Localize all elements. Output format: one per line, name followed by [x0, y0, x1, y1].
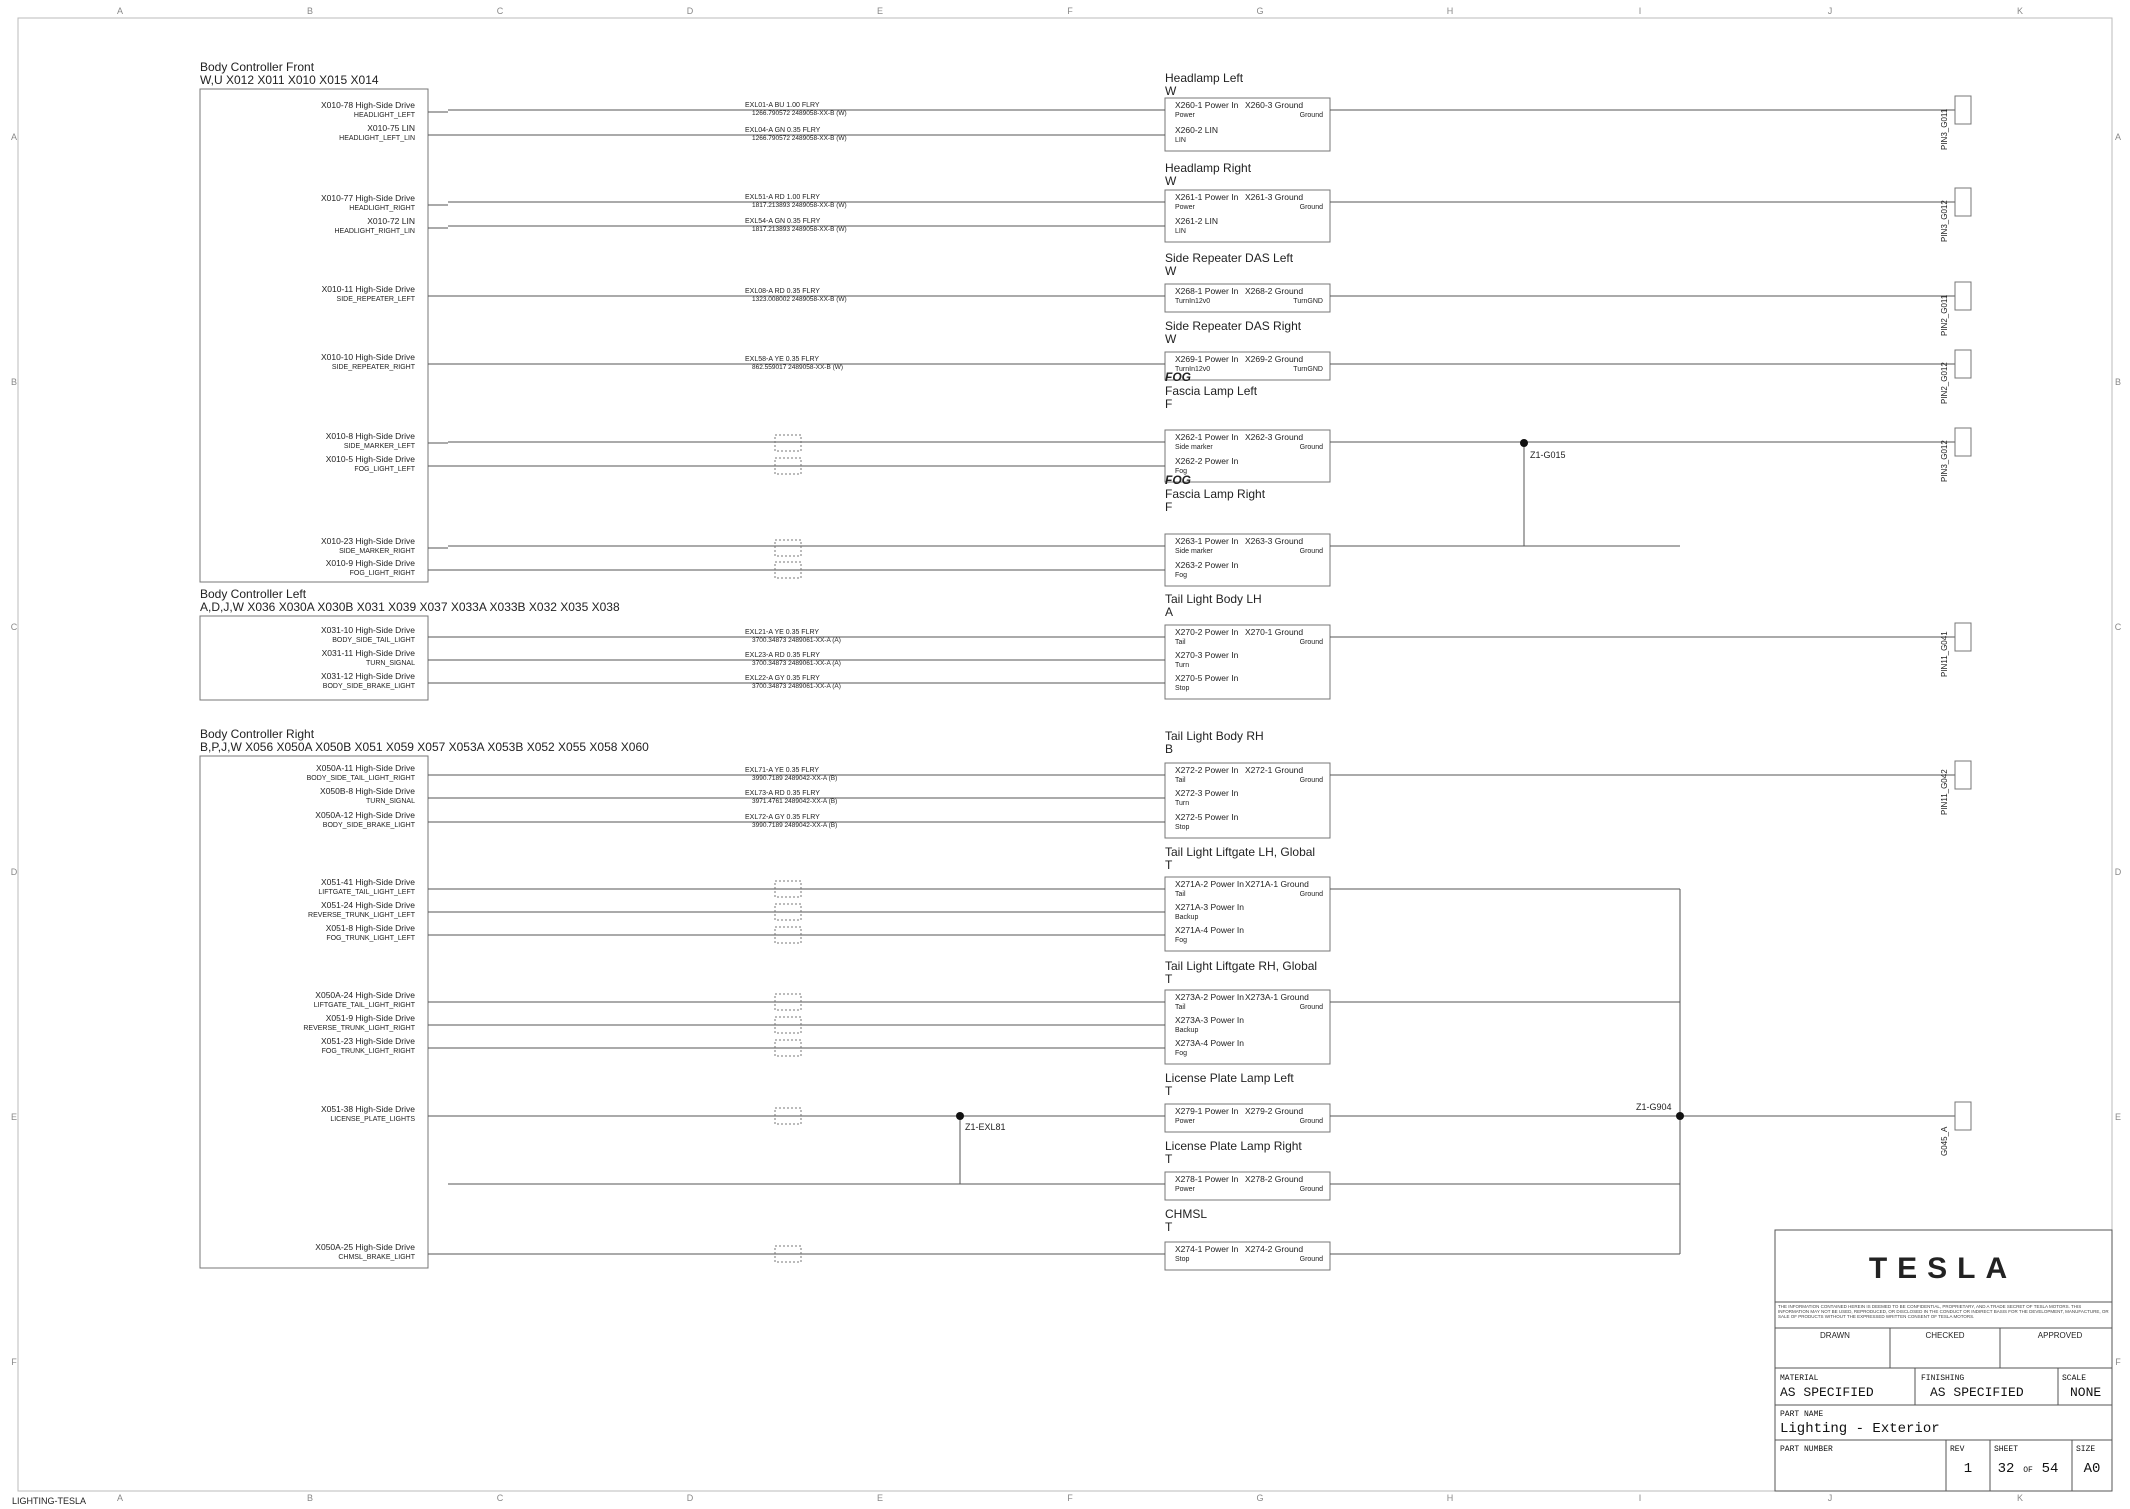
splice-dot	[1676, 1112, 1684, 1120]
ground-function: Ground	[1299, 548, 1323, 555]
ground-reference: PIN3_G012	[1940, 200, 1949, 242]
ground-pin: X271A-1 Ground	[1245, 879, 1309, 889]
ground-reference: PIN3_G012	[1940, 440, 1949, 482]
signal-name: SIDE_REPEATER_LEFT	[336, 296, 415, 303]
load-title: Fascia Lamp Right	[1165, 487, 1266, 501]
pin-label: X031-12 High-Side Drive	[320, 671, 415, 681]
tb-sheet-of: OF	[2023, 1466, 2033, 1475]
controller-connectors: W,U X012 X011 X010 X015 X014	[200, 73, 379, 87]
load-code: W	[1165, 84, 1177, 98]
load-pin-function: Side marker	[1175, 548, 1213, 555]
wire-spec: EXL73-A RD 0.35 FLRY	[745, 790, 820, 797]
signal-name: HEADLIGHT_RIGHT	[349, 205, 415, 212]
signal-name: LIFTGATE_TAIL_LIGHT_LEFT	[318, 889, 415, 896]
grid-col-label-bottom: C	[496, 1493, 504, 1503]
grid-row-label-left: E	[10, 1112, 18, 1122]
ground-pin: X269-2 Ground	[1245, 354, 1304, 364]
load-pin-function: LIN	[1175, 137, 1186, 144]
grid-col-label-bottom: A	[116, 1493, 124, 1503]
grid-row-label-right: A	[2114, 132, 2122, 142]
load-pin: X273A-4 Power In	[1175, 1038, 1244, 1048]
tb-sheet: 32	[1997, 1461, 2015, 1477]
load-pin-function: Power	[1175, 1186, 1195, 1193]
grid-col-label-bottom: J	[1827, 1493, 1833, 1503]
signal-name: HEADLIGHT_LEFT	[353, 112, 415, 119]
wire-length-part: 3990.7189 2489042-XX-A (B)	[752, 822, 838, 829]
ground-pin: X263-3 Ground	[1245, 536, 1304, 546]
load-pin: X261-1 Power In	[1175, 192, 1239, 202]
signal-name: SIDE_MARKER_RIGHT	[339, 548, 415, 555]
load-code: T	[1165, 1152, 1173, 1166]
grid-row-label-right: E	[2114, 1112, 2122, 1122]
load-pin: X279-1 Power In	[1175, 1106, 1239, 1116]
pin-label: X050A-24 High-Side Drive	[315, 990, 415, 1000]
load-pin-function: TurnIn12v0	[1175, 298, 1211, 305]
load-pin: X274-1 Power In	[1175, 1244, 1239, 1254]
pin-label: X051-8 High-Side Drive	[325, 923, 415, 933]
ground-reference: PIN2_G012	[1940, 362, 1949, 404]
pin-label: X010-72 LIN	[367, 216, 415, 226]
watermark: LIGHTING-TESLA	[12, 1496, 87, 1506]
tb-scale: NONE	[2070, 1385, 2102, 1400]
splice-dot	[1520, 439, 1528, 447]
load-title: Tail Light Liftgate LH, Global	[1165, 845, 1316, 859]
load-pin: X262-2 Power In	[1175, 456, 1239, 466]
signal-name: BODY_SIDE_BRAKE_LIGHT	[322, 683, 415, 690]
signal-name: SIDE_REPEATER_RIGHT	[331, 364, 415, 371]
pin-label: X051-9 High-Side Drive	[325, 1013, 415, 1023]
signal-name: REVERSE_TRUNK_LIGHT_LEFT	[308, 912, 415, 919]
load-pin-function: Power	[1175, 112, 1195, 119]
grid-row-label-left: B	[10, 377, 18, 387]
controller-connectors: A,D,J,W X036 X030A X030B X031 X039 X037 X033A X033B X032 X035 X038	[200, 600, 620, 614]
wire-length-part: 3971.4761 2489042-XX-A (B)	[752, 798, 838, 805]
signal-name: LICENSE_PLATE_LIGHTS	[330, 1116, 415, 1123]
load-code: W	[1165, 332, 1177, 346]
ground-function: Ground	[1299, 1004, 1323, 1011]
tb-finishing: AS SPECIFIED	[1930, 1385, 2024, 1400]
grid-col-label-bottom: G	[1256, 1493, 1264, 1503]
ground-function: Ground	[1299, 777, 1323, 784]
grid-col-label-bottom: E	[876, 1493, 884, 1503]
wire-spec: EXL54-A GN 0.35 FLRY	[745, 218, 821, 225]
tb-part-number-label: PART NUMBER	[1780, 1445, 1833, 1454]
grid-col-label-top: F	[1067, 6, 1073, 16]
signal-name: FOG_TRUNK_LIGHT_RIGHT	[321, 1048, 415, 1055]
load-pin-function: Fog	[1175, 468, 1188, 475]
wire-length-part: 3700.34873 2489061-XX-A (A)	[752, 660, 841, 667]
grid-col-label-top: D	[686, 6, 694, 16]
load-pin-function: Power	[1175, 204, 1195, 211]
grid-row-label-left: F	[11, 1357, 17, 1367]
signal-name: BODY_SIDE_TAIL_LIGHT	[332, 637, 415, 644]
load-tag: FOG	[1165, 370, 1191, 384]
pin-label: X050A-11 High-Side Drive	[315, 763, 415, 773]
pin-label: X010-75 LIN	[367, 123, 415, 133]
ground-function: Ground	[1299, 1256, 1323, 1263]
wire-spec: EXL72-A GY 0.35 FLRY	[745, 814, 820, 821]
grid-col-label-bottom: F	[1067, 1493, 1073, 1503]
wire-length-part: 1817.213893 2489058-XX-B (W)	[752, 202, 847, 209]
ground-reference: PIN3_G011	[1940, 108, 1949, 150]
load-tag: FOG	[1165, 473, 1191, 487]
signal-name: HEADLIGHT_LEFT_LIN	[339, 135, 415, 142]
pin-label: X010-78 High-Side Drive	[320, 100, 415, 110]
ground-function: TurnGND	[1293, 366, 1323, 373]
ground-function: Ground	[1299, 444, 1323, 451]
pin-label: X010-77 High-Side Drive	[320, 193, 415, 203]
load-title: Headlamp Left	[1165, 71, 1244, 85]
grid-col-label-top: I	[1638, 6, 1642, 16]
grid-col-label-bottom: I	[1638, 1493, 1642, 1503]
wire-spec: EXL71-A YE 0.35 FLRY	[745, 767, 820, 774]
grid-row-label-left: D	[10, 867, 18, 877]
load-pin-function: Tail	[1175, 1004, 1186, 1011]
load-pin: X260-2 LIN	[1175, 125, 1218, 135]
controller-title: Body Controller Right	[200, 727, 315, 741]
ground-function: Ground	[1299, 639, 1323, 646]
tb-material-label: MATERIAL	[1780, 1374, 1819, 1383]
grid-col-label-top: K	[2016, 6, 2024, 16]
load-pin-function: LIN	[1175, 228, 1186, 235]
pin-label: X051-41 High-Side Drive	[320, 877, 415, 887]
load-pin-function: Power	[1175, 1118, 1195, 1125]
load-pin: X263-2 Power In	[1175, 560, 1239, 570]
pin-label: X010-10 High-Side Drive	[320, 352, 415, 362]
wire-spec: EXL08-A RD 0.35 FLRY	[745, 288, 820, 295]
load-title: Tail Light Body RH	[1165, 729, 1264, 743]
load-code: W	[1165, 174, 1177, 188]
wire-spec: EXL23-A RD 0.35 FLRY	[745, 652, 820, 659]
load-title: Side Repeater DAS Right	[1165, 319, 1302, 333]
pin-label: X051-38 High-Side Drive	[320, 1104, 415, 1114]
controller-title: Body Controller Front	[200, 60, 315, 74]
signal-name: BODY_SIDE_BRAKE_LIGHT	[322, 822, 415, 829]
load-title: Headlamp Right	[1165, 161, 1252, 175]
load-pin: X273A-2 Power In	[1175, 992, 1244, 1002]
load-pin: X272-5 Power In	[1175, 812, 1239, 822]
load-pin: X271A-2 Power In	[1175, 879, 1244, 889]
load-title: Tail Light Liftgate RH, Global	[1165, 959, 1318, 973]
grid-col-label-bottom: D	[686, 1493, 694, 1503]
ground-function: Ground	[1299, 112, 1323, 119]
signal-name: FOG_LIGHT_RIGHT	[349, 570, 415, 577]
grid-col-label-top: G	[1256, 6, 1264, 16]
tb-checked: CHECKED	[1925, 1331, 1965, 1340]
load-title: License Plate Lamp Left	[1165, 1071, 1294, 1085]
wire-length-part: 3700.34873 2489061-XX-A (A)	[752, 637, 841, 644]
ground-function: Ground	[1299, 1118, 1323, 1125]
ground-pin: X268-2 Ground	[1245, 286, 1304, 296]
load-pin: X270-2 Power In	[1175, 627, 1239, 637]
wire-spec: EXL21-A YE 0.35 FLRY	[745, 629, 820, 636]
wire-spec: EXL22-A GY 0.35 FLRY	[745, 675, 820, 682]
grid-row-label-right: F	[2115, 1357, 2121, 1367]
load-code: A	[1165, 605, 1174, 619]
tb-size: A0	[2083, 1461, 2101, 1477]
tb-size-label: SIZE	[2076, 1445, 2096, 1454]
load-pin: X272-3 Power In	[1175, 788, 1239, 798]
load-pin: X273A-3 Power In	[1175, 1015, 1244, 1025]
ground-pin: X262-3 Ground	[1245, 432, 1304, 442]
splice-label: Z1-G904	[1636, 1102, 1672, 1112]
grid-col-label-bottom: B	[306, 1493, 314, 1503]
signal-name: HEADLIGHT_RIGHT_LIN	[334, 228, 415, 235]
signal-name: CHMSL_BRAKE_LIGHT	[338, 1254, 415, 1261]
tb-material: AS SPECIFIED	[1780, 1385, 1874, 1400]
load-code: T	[1165, 858, 1173, 872]
ground-pin: X260-3 Ground	[1245, 100, 1304, 110]
pin-label: X031-10 High-Side Drive	[320, 625, 415, 635]
load-pin: X270-3 Power In	[1175, 650, 1239, 660]
wire-spec: EXL51-A RD 1.00 FLRY	[745, 194, 820, 201]
tb-approved: APPROVED	[2037, 1331, 2083, 1340]
tb-part-name-label: PART NAME	[1780, 1410, 1824, 1419]
pin-label: X010-9 High-Side Drive	[325, 558, 415, 568]
load-code: F	[1165, 500, 1173, 514]
load-pin-function: Fog	[1175, 937, 1188, 944]
grid-col-label-top: A	[116, 6, 124, 16]
ground-pin: X272-1 Ground	[1245, 765, 1304, 775]
controller-connectors: B,P,J,W X056 X050A X050B X051 X059 X057 X053A X053B X052 X055 X058 X060	[200, 740, 649, 754]
ground-function: Ground	[1299, 1186, 1323, 1193]
load-pin-function: Stop	[1175, 824, 1190, 831]
pin-label: X031-11 High-Side Drive	[321, 648, 415, 658]
tb-scale-label: SCALE	[2062, 1374, 2087, 1383]
grid-col-label-bottom: H	[1446, 1493, 1454, 1503]
wire-spec: EXL58-A YE 0.35 FLRY	[745, 356, 820, 363]
load-pin-function: Backup	[1175, 914, 1199, 921]
load-code: T	[1165, 1220, 1173, 1234]
pin-label: X051-23 High-Side Drive	[320, 1036, 415, 1046]
title-block	[1775, 1230, 2112, 1491]
signal-name: TURN_SIGNAL	[365, 660, 415, 667]
signal-name: FOG_LIGHT_LEFT	[354, 466, 415, 473]
load-code: F	[1165, 397, 1173, 411]
ground-pin: X278-2 Ground	[1245, 1174, 1304, 1184]
load-pin: X271A-4 Power In	[1175, 925, 1244, 935]
splice-label: Z1-G015	[1530, 450, 1566, 460]
load-code: T	[1165, 1084, 1173, 1098]
load-pin-function: Stop	[1175, 1256, 1190, 1263]
load-pin-function: Stop	[1175, 685, 1190, 692]
wire-length-part: 3700.34873 2489061-XX-A (A)	[752, 683, 841, 690]
pin-label: X010-8 High-Side Drive	[325, 431, 415, 441]
load-pin-function: Turn	[1175, 662, 1190, 669]
ground-pin: X273A-1 Ground	[1245, 992, 1309, 1002]
controller-title: Body Controller Left	[200, 587, 307, 601]
signal-name: LIFTGATE_TAIL_LIGHT_RIGHT	[313, 1002, 415, 1009]
load-pin-function: Side marker	[1175, 444, 1213, 451]
grid-row-label-right: B	[2114, 377, 2122, 387]
load-pin: X260-1 Power In	[1175, 100, 1239, 110]
load-title: License Plate Lamp Right	[1165, 1139, 1302, 1153]
grid-row-label-right: D	[2114, 867, 2122, 877]
ground-function: TurnGND	[1293, 298, 1323, 305]
grid-col-label-top: H	[1446, 6, 1454, 16]
load-pin: X272-2 Power In	[1175, 765, 1239, 775]
grid-row-label-left: A	[10, 132, 18, 142]
load-code: B	[1165, 742, 1174, 756]
splice-label: Z1-EXL81	[965, 1122, 1006, 1132]
wire-length-part: 1266.790572 2489058-XX-B (W)	[752, 135, 847, 142]
pin-label: X051-24 High-Side Drive	[320, 900, 415, 910]
grid-col-label-top: C	[496, 6, 504, 16]
tb-rev: 1	[1963, 1461, 1973, 1477]
tb-finishing-label: FINISHING	[1921, 1374, 1965, 1383]
load-pin: X262-1 Power In	[1175, 432, 1239, 442]
ground-pin: X270-1 Ground	[1245, 627, 1304, 637]
splice-dot	[956, 1112, 964, 1120]
load-code: W	[1165, 264, 1177, 278]
load-title: Side Repeater DAS Left	[1165, 251, 1294, 265]
signal-name: REVERSE_TRUNK_LIGHT_RIGHT	[303, 1025, 415, 1032]
grid-col-label-bottom: K	[2016, 1493, 2024, 1503]
load-pin: X261-2 LIN	[1175, 216, 1218, 226]
ground-pin: X279-2 Ground	[1245, 1106, 1304, 1116]
wire-length-part: 1817.213893 2489058-XX-B (W)	[752, 226, 847, 233]
load-pin-function: Turn	[1175, 800, 1190, 807]
load-title: Fascia Lamp Left	[1165, 384, 1258, 398]
ground-reference: G045_A	[1940, 1126, 1949, 1156]
signal-name: FOG_TRUNK_LIGHT_LEFT	[326, 935, 415, 942]
load-pin: X263-1 Power In	[1175, 536, 1239, 546]
ground-function: Ground	[1299, 891, 1323, 898]
load-pin: X278-1 Power In	[1175, 1174, 1239, 1184]
ground-reference: PIN11_G042	[1940, 769, 1949, 815]
grid-row-label-right: C	[2114, 622, 2122, 632]
grid-row-label-left: C	[10, 622, 18, 632]
load-pin-function: TurnIn12v0	[1175, 366, 1211, 373]
pin-label: X050B-8 High-Side Drive	[320, 786, 415, 796]
tb-drawn: DRAWN	[1820, 1331, 1850, 1340]
ground-pin: X261-3 Ground	[1245, 192, 1304, 202]
pin-label: X010-23 High-Side Drive	[320, 536, 415, 546]
load-pin-function: Backup	[1175, 1027, 1199, 1034]
wire-length-part: 1323.008002 2489058-XX-B (W)	[752, 296, 847, 303]
grid-col-label-top: B	[306, 6, 314, 16]
grid-col-label-top: J	[1827, 6, 1833, 16]
signal-name: SIDE_MARKER_LEFT	[343, 443, 415, 450]
load-pin: X271A-3 Power In	[1175, 902, 1244, 912]
pin-label: X010-5 High-Side Drive	[325, 454, 415, 464]
load-pin-function: Tail	[1175, 777, 1186, 784]
pin-label: X050A-12 High-Side Drive	[315, 810, 415, 820]
ground-reference: PIN2_G011	[1940, 294, 1949, 336]
load-pin: X270-5 Power In	[1175, 673, 1239, 683]
tb-sheet-label: SHEET	[1994, 1445, 2019, 1454]
load-pin: X269-1 Power In	[1175, 354, 1239, 364]
tb-part-name: Lighting - Exterior	[1780, 1421, 1940, 1437]
tb-rev-label: REV	[1950, 1445, 1965, 1454]
wire-length-part: 3990.7189 2489042-XX-A (B)	[752, 775, 838, 782]
wire-length-part: 1266.790572 2489058-XX-B (W)	[752, 110, 847, 117]
confidential-notice: THE INFORMATION CONTAINED HEREIN IS DEEMED TO BE CONFIDENTIAL, PROPRIETARY, AND A TRADE SECRET OF TESLA MOTORS. THIS INFORMATION MAY NOT BE USED, REPRODUCED, OR DISCLOSED IN THE CONDUCT OR INDIRECT BASIS FOR THE DEVELOPMENT, MANUFACTURE, OR SALE OF PRODUCTS WITHOUT THE EXPRESSED WRITTEN CONSENT OF TESLA MOTORS.	[1778, 1304, 2109, 1319]
tesla-logo: TESLA	[1868, 1252, 2018, 1285]
load-code: T	[1165, 972, 1173, 986]
tb-sheet-total: 54	[2041, 1461, 2059, 1477]
wire-spec: EXL04-A GN 0.35 FLRY	[745, 127, 821, 134]
load-pin-function: Fog	[1175, 1050, 1188, 1057]
signal-name: TURN_SIGNAL	[365, 798, 415, 805]
load-pin-function: Fog	[1175, 572, 1188, 579]
ground-reference: PIN11_G041	[1940, 631, 1949, 677]
ground-pin: X274-2 Ground	[1245, 1244, 1304, 1254]
load-pin-function: Tail	[1175, 639, 1186, 646]
load-pin: X268-1 Power In	[1175, 286, 1239, 296]
signal-name: BODY_SIDE_TAIL_LIGHT_RIGHT	[306, 775, 415, 782]
load-title: Tail Light Body LH	[1165, 592, 1262, 606]
grid-col-label-top: E	[876, 6, 884, 16]
load-pin-function: Tail	[1175, 891, 1186, 898]
ground-function: Ground	[1299, 204, 1323, 211]
wire-spec: EXL01-A BU 1.00 FLRY	[745, 102, 820, 109]
wire-length-part: 862.559017 2489058-XX-B (W)	[752, 364, 844, 371]
load-title: CHMSL	[1165, 1207, 1208, 1221]
pin-label: X010-11 High-Side Drive	[321, 284, 415, 294]
pin-label: X050A-25 High-Side Drive	[315, 1242, 415, 1252]
